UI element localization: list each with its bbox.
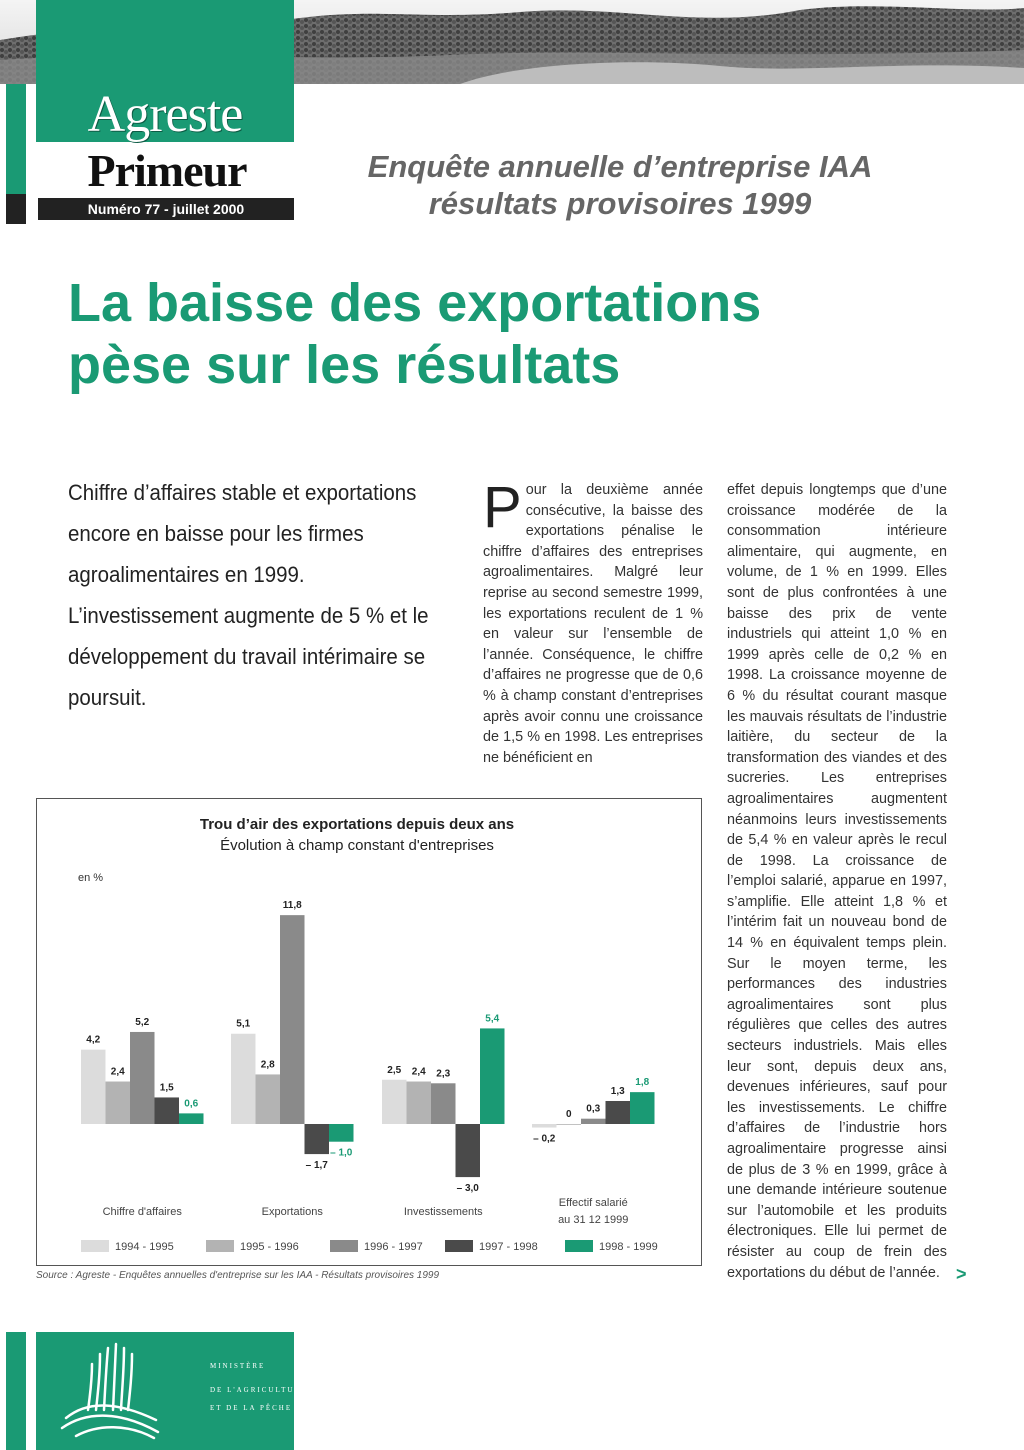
bar-value-label: 11,8	[282, 900, 302, 912]
bar-value-label: – 1,0	[330, 1147, 353, 1159]
chart-y-axis-label: en %	[78, 872, 104, 884]
page-title	[68, 272, 948, 396]
bar-value-label: 1,5	[159, 1082, 174, 1094]
chart-legend	[81, 1240, 658, 1253]
ministry-line-2: DE L'AGRICULTURE	[210, 1386, 308, 1394]
bar-value-label: 1,3	[610, 1085, 625, 1097]
bar-1-3	[130, 1032, 155, 1124]
title-line-2: pèse sur les résultats	[68, 335, 621, 395]
legend-swatch	[206, 1240, 234, 1252]
legend-swatch	[81, 1240, 109, 1252]
chart-title: Trou d’air des exportations depuis deux ans	[199, 816, 515, 833]
bar-1-2	[106, 1082, 131, 1124]
bar-value-label: 2,3	[436, 1068, 451, 1080]
subtitle-line-2: résultats provisoires 1999	[428, 186, 812, 221]
bar-value-label: 2,8	[260, 1059, 275, 1071]
bar-value-label: 2,5	[387, 1064, 402, 1076]
bar-2-1	[231, 1034, 256, 1124]
bar-value-label: 2,4	[411, 1066, 426, 1078]
bar-1-4	[155, 1097, 180, 1124]
bar-2-4	[305, 1124, 330, 1154]
legend-swatch	[565, 1240, 593, 1252]
bar-value-label: 0	[565, 1109, 572, 1120]
legend-label: 1998 - 1999	[599, 1241, 658, 1253]
ministry-line-3: ET DE LA PÊCHE	[210, 1404, 293, 1412]
bar-value-label: 0,6	[184, 1098, 199, 1110]
chart-bars	[81, 900, 655, 1226]
dropcap-letter: P	[483, 480, 522, 540]
legend-label: 1995 - 1996	[240, 1241, 299, 1253]
continue-arrow-icon[interactable]: >	[956, 1264, 967, 1284]
bar-value-label: 5,1	[236, 1018, 251, 1030]
issue-number: Numéro 77 - juillet 2000	[38, 198, 294, 220]
bar-3-1	[382, 1080, 407, 1124]
legend-label: 1997 - 1998	[479, 1241, 538, 1253]
exports-bar-chart	[37, 799, 701, 1265]
bar-4-2	[557, 1124, 582, 1125]
chart-subtitle: Évolution à champ constant d'entreprises	[220, 837, 494, 854]
bar-value-label: – 0,2	[533, 1133, 556, 1145]
article-column-1	[483, 480, 703, 780]
bar-value-label: 2,4	[110, 1066, 125, 1078]
bar-3-3	[431, 1083, 456, 1124]
legend-swatch	[445, 1240, 473, 1252]
footer-accent-bar	[6, 1332, 26, 1450]
legend-swatch	[330, 1240, 358, 1252]
bar-1-5	[179, 1113, 204, 1124]
bar-3-2	[407, 1082, 432, 1124]
column-1-text: our la deuxième année consécutive, la baisse des exportations pénalise le chiffre d’affaires des entreprises agroalimentaires. Malgré leur reprise au second semestre 1999, les exportations reculent de 1 % en valeur sur l’ensemble de l’année. Conséquence, le chiffre d’affaires ne progresse que de 0,6 % à champ constant d’entreprises après avoir connu une croissance de 1,5 % en 1998. Les entreprises ne bénéficient en	[483, 482, 703, 766]
category-label: au 31 12 1999	[558, 1214, 629, 1226]
legend-label: 1994 - 1995	[115, 1241, 174, 1253]
survey-subtitle	[330, 148, 910, 222]
bar-2-2	[256, 1074, 281, 1124]
lead-paragraph: Chiffre d’affaires stable et exportations encore en baisse pour les firmes agroalimentaires en 1999. L’investissement augmente de 5 % et le développement du travail intérimaire se poursuit.	[68, 480, 429, 710]
bar-value-label: 5,4	[485, 1013, 500, 1025]
category-label: Investissements	[403, 1206, 483, 1218]
bar-3-5	[480, 1028, 505, 1124]
category-label: Exportations	[261, 1206, 323, 1218]
bar-value-label: – 3,0	[456, 1183, 479, 1195]
title-line-1: La baisse des exportations	[68, 273, 762, 333]
subtitle-line-1: Enquête annuelle d’entreprise IAA	[367, 149, 873, 184]
bar-1-1	[81, 1050, 106, 1124]
bar-value-label: 0,3	[586, 1103, 601, 1115]
category-label: Effectif salarié	[558, 1197, 628, 1209]
bar-4-5	[630, 1092, 655, 1124]
ministry-wheat-logo-icon	[58, 1340, 162, 1440]
bar-value-label: 1,8	[635, 1077, 650, 1089]
brand-primeur-logo: Primeur	[87, 145, 247, 196]
bar-4-3	[581, 1119, 606, 1124]
bar-4-1	[532, 1124, 557, 1128]
bar-value-label: 4,2	[86, 1034, 101, 1046]
brand-agreste-logo: Agreste	[87, 86, 243, 143]
bar-4-4	[606, 1101, 631, 1124]
bar-3-4	[456, 1124, 481, 1177]
legend-label: 1996 - 1997	[364, 1241, 423, 1253]
article-column-2: effet depuis longtemps que d’une croissance modérée de la consommation intérieure alimentaire, qui augmente, en volume, de 1 % en 1999. Elles sont de plus confrontées à une baisse des prix de vente industriels qui atteint 1,0 % en 1999 après celle de 0,2 % en 1998. La croissance moyenne de 6 % du résultat courant masque les mauvais résultats de l’industrie laitière, du secteur de la transformation des viandes et des sucreries. Les entreprises agroalimentaires augmentent néanmoins leurs investissements de 5,4 % en valeur après le recul de 1998. La croissance de l’emploi salarié, apparue en 1997, s’amplifie. Elle atteint 1,8 % et l’intérim fait un nouveau bond de 14 % en équivalent temps plein. Sur le moyen terme, les performances des industries agroalimentaires sont plus régulières que celles des autres secteurs industriels. Mais elles leur sont, depuis deux ans, devenues inférieures, sauf pour les investissements. Le chiffre d’affaires de l’industrie hors agroalimentaire progresse ainsi de plus de 3 % en 1999, grâce à une demande intérieure soutenue sur l’automobile et les produits électroniques. Elle lui permet de résister au coup de frein des exportations du début de l’année.	[727, 482, 947, 1281]
bar-value-label: 5,2	[135, 1016, 150, 1028]
category-label: Chiffre d'affaires	[102, 1206, 182, 1218]
ministry-line-1: MINISTÈRE	[210, 1362, 266, 1370]
bar-2-5	[329, 1124, 354, 1142]
chart-source-note: Source : Agreste - Enquêtes annuelles d'entreprise sur les IAA - Résultats provisoires 1999	[36, 1270, 440, 1281]
bar-2-3	[280, 915, 305, 1124]
bar-value-label: – 1,7	[305, 1160, 328, 1172]
left-accent-bar-green	[6, 84, 26, 194]
